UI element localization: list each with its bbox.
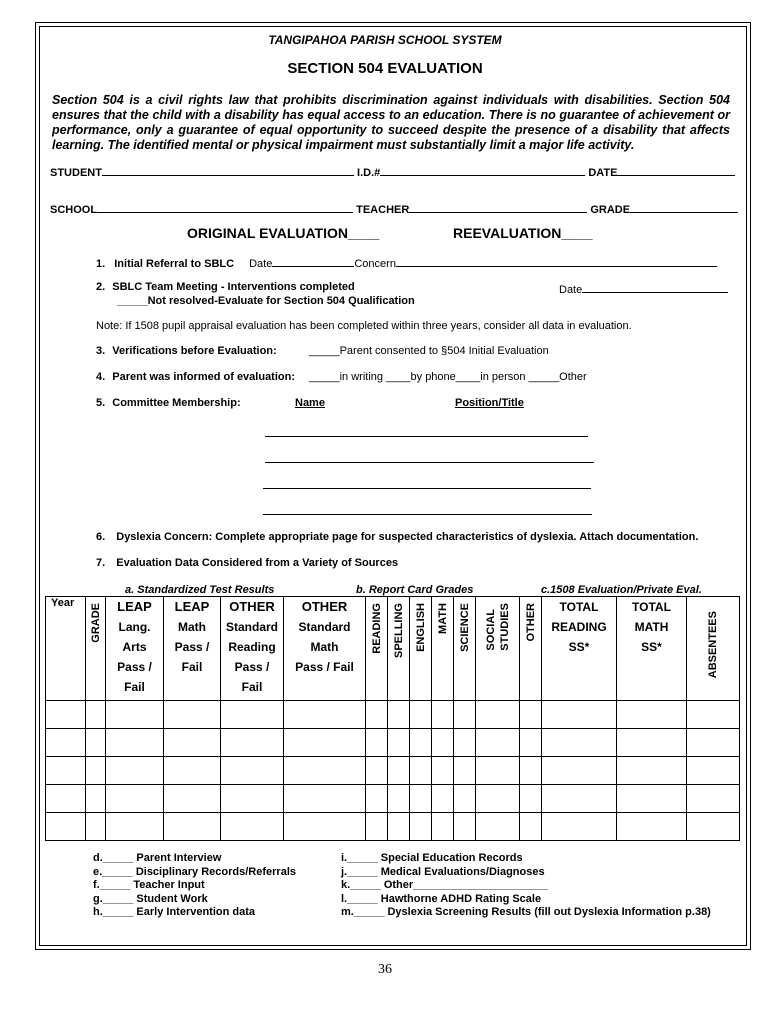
table-cell[interactable] xyxy=(221,757,284,785)
source-b: b. Report Card Grades xyxy=(356,584,474,596)
teacher-label: TEACHER xyxy=(356,204,410,216)
table-cell[interactable] xyxy=(432,785,454,813)
table-cell[interactable] xyxy=(410,813,432,841)
grade-label: GRADE xyxy=(590,204,631,216)
spelling-header: SPELLING xyxy=(388,597,410,701)
table-cell[interactable] xyxy=(164,757,221,785)
table-cell[interactable] xyxy=(687,813,740,841)
item-1 xyxy=(96,255,717,270)
table-cell[interactable] xyxy=(86,701,106,729)
page-number: 36 xyxy=(378,962,392,977)
table-cell[interactable] xyxy=(164,785,221,813)
checklist-item-g[interactable]: g._____ Student Work xyxy=(93,892,208,905)
item-4-label: Parent was informed of evaluation: xyxy=(112,371,296,383)
table-cell[interactable] xyxy=(617,785,687,813)
item-7-label: Evaluation Data Considered from a Variety of Sources xyxy=(116,557,399,569)
absentees-header: ABSENTEES xyxy=(687,597,740,701)
table-cell[interactable] xyxy=(687,701,740,729)
table-cell[interactable] xyxy=(46,785,86,813)
table-cell[interactable] xyxy=(520,757,542,785)
item-3-label: Verifications before Evaluation: xyxy=(112,345,277,357)
date-label: DATE xyxy=(588,167,618,179)
item-5 xyxy=(96,397,241,409)
item-2-number: 2. xyxy=(96,281,106,293)
table-cell[interactable] xyxy=(476,813,520,841)
checklist-item-f[interactable]: f._____ Teacher Input xyxy=(93,879,205,891)
checklist-item-j[interactable]: j._____ Medical Evaluations/Diagnoses xyxy=(341,865,545,878)
table-cell[interactable] xyxy=(86,813,106,841)
table-cell[interactable] xyxy=(410,729,432,757)
other-grade-header: OTHER xyxy=(520,597,542,701)
table-cell[interactable] xyxy=(388,785,410,813)
item-1-date-label: Date xyxy=(249,258,273,270)
intro-paragraph: Section 504 is a civil rights law that prohibits discrimination against individuals with disabilities. Section 504 ensures that the child with a disability has equal access to an education. There is no guarantee of achievement or performance, only a guarantee of equal opportunity to succeed despite the presence of a disability that affects learning. The identified mental or physical impairment must substantially limit a major life activity. xyxy=(52,93,730,152)
table-cell[interactable] xyxy=(366,813,388,841)
grade-input-line[interactable] xyxy=(630,201,738,213)
table-row xyxy=(46,701,740,729)
table-cell[interactable] xyxy=(221,813,284,841)
table-cell[interactable] xyxy=(164,729,221,757)
table-cell[interactable] xyxy=(687,757,740,785)
student-input-line[interactable] xyxy=(102,164,354,176)
table-cell[interactable] xyxy=(221,701,284,729)
table-row xyxy=(46,813,740,841)
table-cell[interactable] xyxy=(476,701,520,729)
table-cell[interactable] xyxy=(520,701,542,729)
table-cell[interactable] xyxy=(410,701,432,729)
table-cell[interactable] xyxy=(454,757,476,785)
table-cell[interactable] xyxy=(476,729,520,757)
year-header: Year xyxy=(46,597,86,701)
school-input-line[interactable] xyxy=(97,201,353,213)
table-cell[interactable] xyxy=(476,785,520,813)
table-cell[interactable] xyxy=(106,729,164,757)
item-2-label: SBLC Team Meeting - Interventions completed xyxy=(112,281,355,293)
checklist-item-m[interactable]: m._____ Dyslexia Screening Results (fill out Dyslexia Information p.38) xyxy=(341,906,711,918)
table-cell[interactable] xyxy=(542,813,617,841)
checklist-item-d[interactable]: d._____ Parent Interview xyxy=(93,852,222,864)
school-row xyxy=(50,201,738,216)
school-system-name: TANGIPAHOA PARISH SCHOOL SYSTEM xyxy=(268,33,502,47)
grade-header: GRADE xyxy=(86,597,106,701)
table-cell[interactable] xyxy=(164,813,221,841)
table-cell[interactable] xyxy=(366,729,388,757)
table-cell[interactable] xyxy=(106,785,164,813)
id-label: I.D.# xyxy=(357,167,381,179)
item-7-number: 7. xyxy=(96,557,106,569)
item-1-number: 1. xyxy=(96,258,106,270)
table-cell[interactable] xyxy=(221,729,284,757)
item-5-label: Committee Membership: xyxy=(112,397,241,409)
item-1-concern-line[interactable] xyxy=(396,255,717,267)
item-1-label: Initial Referral to SBLC xyxy=(114,258,235,270)
checklist-item-e[interactable]: e._____ Disciplinary Records/Referrals xyxy=(93,865,297,878)
checklist-item-k[interactable]: k._____ Other______________________ xyxy=(341,879,548,891)
table-cell[interactable] xyxy=(284,813,366,841)
table-cell[interactable] xyxy=(432,701,454,729)
table-cell[interactable] xyxy=(164,701,221,729)
table-cell[interactable] xyxy=(106,813,164,841)
item-7 xyxy=(96,557,398,569)
committee-name-header: Name xyxy=(295,397,325,409)
table-cell[interactable] xyxy=(366,785,388,813)
item-3-value[interactable]: _____Parent consented to §504 Initial Evaluation xyxy=(309,345,549,357)
reevaluation[interactable]: REEVALUATION____ xyxy=(453,225,593,241)
committee-member-line[interactable] xyxy=(265,462,594,463)
item-4-number: 4. xyxy=(96,371,106,383)
checklist-item-l[interactable]: l._____ Hawthorne ADHD Rating Scale xyxy=(341,892,542,905)
table-cell[interactable] xyxy=(46,757,86,785)
table-cell[interactable] xyxy=(388,701,410,729)
table-row xyxy=(46,729,740,757)
item-2-date-line[interactable] xyxy=(582,281,728,293)
table-cell[interactable] xyxy=(617,813,687,841)
table-cell[interactable] xyxy=(542,729,617,757)
student-row xyxy=(50,164,735,179)
item-1-date-line[interactable] xyxy=(272,255,354,267)
table-cell[interactable] xyxy=(542,757,617,785)
item-5-number: 5. xyxy=(96,397,106,409)
table-cell[interactable] xyxy=(86,785,106,813)
table-cell[interactable] xyxy=(221,785,284,813)
checklist-left xyxy=(93,852,296,920)
table-cell[interactable] xyxy=(542,785,617,813)
table-cell[interactable] xyxy=(454,701,476,729)
table-cell[interactable] xyxy=(86,729,106,757)
table-cell[interactable] xyxy=(432,757,454,785)
item-2 xyxy=(96,281,355,293)
note: Note: If 1508 pupil appraisal evaluation has been completed within three years, consider all data in evaluation. xyxy=(96,320,632,332)
table-cell[interactable] xyxy=(476,757,520,785)
table-cell[interactable] xyxy=(617,757,687,785)
date-input-line[interactable] xyxy=(617,164,735,176)
table-cell[interactable] xyxy=(432,729,454,757)
committee-member-line[interactable] xyxy=(263,488,591,489)
original-evaluation[interactable]: ORIGINAL EVALUATION____ xyxy=(187,225,380,241)
science-header: SCIENCE xyxy=(454,597,476,701)
checklist-item-i[interactable]: i._____ Special Education Records xyxy=(341,852,523,864)
form-title: SECTION 504 EVALUATION xyxy=(287,60,483,77)
english-header: ENGLISH xyxy=(410,597,432,701)
table-row xyxy=(46,785,740,813)
table-cell[interactable] xyxy=(454,785,476,813)
leap-math-header: LEAP Math Pass / Fail xyxy=(164,597,221,701)
item-2-date-label: Date xyxy=(559,284,583,296)
table-cell[interactable] xyxy=(388,729,410,757)
table-cell[interactable] xyxy=(106,757,164,785)
table-cell[interactable] xyxy=(366,757,388,785)
table-cell[interactable] xyxy=(520,785,542,813)
table-cell[interactable] xyxy=(366,701,388,729)
table-cell[interactable] xyxy=(388,757,410,785)
item-2-sub[interactable]: _____Not resolved-Evaluate for Section 504 Qualification xyxy=(117,295,415,307)
total-reading-header: TOTAL READING SS* xyxy=(542,597,617,701)
item-6 xyxy=(96,531,698,543)
table-cell[interactable] xyxy=(454,813,476,841)
checklist-item-h[interactable]: h._____ Early Intervention data xyxy=(93,906,256,918)
item-3 xyxy=(96,345,277,357)
table-cell[interactable] xyxy=(410,757,432,785)
table-cell[interactable] xyxy=(46,729,86,757)
table-cell[interactable] xyxy=(284,701,366,729)
social-studies-header: SOCIAL STUDIES xyxy=(476,597,520,701)
table-cell[interactable] xyxy=(284,729,366,757)
table-cell[interactable] xyxy=(86,757,106,785)
table-cell[interactable] xyxy=(617,729,687,757)
item-2-date xyxy=(559,281,728,296)
table-header-row xyxy=(46,597,740,701)
source-a: a. Standardized Test Results xyxy=(125,584,275,596)
table-cell[interactable] xyxy=(284,757,366,785)
item-3-number: 3. xyxy=(96,345,106,357)
total-math-header: TOTAL MATH SS* xyxy=(617,597,687,701)
committee-position-header: Position/Title xyxy=(455,397,524,409)
table-cell[interactable] xyxy=(410,785,432,813)
table-cell[interactable] xyxy=(284,785,366,813)
committee-member-line[interactable] xyxy=(265,436,588,437)
table-cell[interactable] xyxy=(454,729,476,757)
source-c: c.1508 Evaluation/Private Eval. xyxy=(541,584,702,596)
item-1-concern-label: Concern xyxy=(354,258,396,270)
item-4-value[interactable]: _____in writing ____by phone____in person _____Other xyxy=(309,371,587,383)
table-cell[interactable] xyxy=(687,729,740,757)
checklist-right xyxy=(341,852,711,920)
leap-lang-arts-header: LEAP Lang. Arts Pass / Fail xyxy=(106,597,164,701)
other-math-header: OTHER Standard Math Pass / Fail xyxy=(284,597,366,701)
table-cell[interactable] xyxy=(617,701,687,729)
item-4 xyxy=(96,371,295,383)
table-cell[interactable] xyxy=(46,813,86,841)
table-cell[interactable] xyxy=(432,813,454,841)
evaluation-data-table xyxy=(45,596,740,841)
table-cell[interactable] xyxy=(520,813,542,841)
other-reading-header: OTHER Standard Reading Pass / Fail xyxy=(221,597,284,701)
table-cell[interactable] xyxy=(106,701,164,729)
teacher-input-line[interactable] xyxy=(409,201,587,213)
item-6-label: Dyslexia Concern: Complete appropriate page for suspected characteristics of dyslexia. Attach documentation. xyxy=(116,531,699,543)
math-header: MATH xyxy=(432,597,454,701)
committee-member-line[interactable] xyxy=(263,514,592,515)
table-row xyxy=(46,757,740,785)
reading-header: READING xyxy=(366,597,388,701)
table-cell[interactable] xyxy=(520,729,542,757)
id-input-line[interactable] xyxy=(380,164,585,176)
table-cell[interactable] xyxy=(46,701,86,729)
school-label: SCHOOL xyxy=(50,204,98,216)
table-cell[interactable] xyxy=(687,785,740,813)
student-label: STUDENT xyxy=(50,167,102,179)
table-cell[interactable] xyxy=(388,813,410,841)
item-6-number: 6. xyxy=(96,531,106,543)
table-cell[interactable] xyxy=(542,701,617,729)
